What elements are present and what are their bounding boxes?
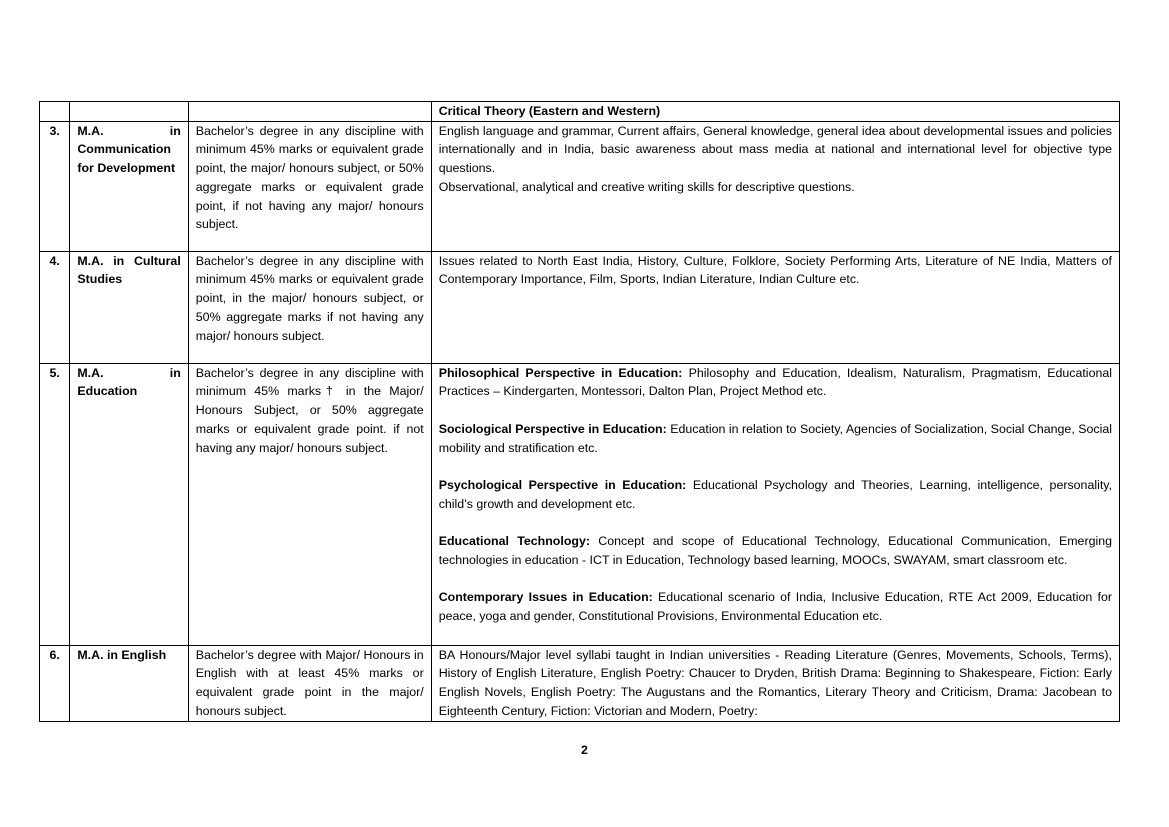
- syllabus-table: [39, 101, 1120, 722]
- syllabus-paragraph: [439, 532, 1112, 569]
- syllabus-paragraph: [439, 588, 1112, 625]
- syllabus-cell: [431, 121, 1119, 251]
- table-row: [40, 363, 1120, 645]
- programme-cell: M.A. in English: [70, 645, 188, 721]
- paragraph-heading: Psychological Perspective in Education:: [438, 477, 687, 492]
- paragraph-text: Education in relation to Society, Agencies of Socialization, Social Change, Social mobility and stratification etc.: [438, 421, 1112, 455]
- syllabus-heading: Critical Theory (Eastern and Western): [438, 104, 661, 118]
- page-number: 2: [581, 743, 588, 757]
- table-row: [40, 121, 1120, 251]
- syllabus-paragraph: BA Honours/Major level syllabi taught in Indian universities - Reading Literature (Genres, Movements, Schools, Terms), History of English Literature, English Poetry: Chaucer to Dryden, British Drama: Beginning to Shakespeare, Fiction: Early English Novels, English Poetry: The Augustans and the Romantics, Literary Theory and Criticism, Drama: Jacobean to Eighteenth Century, Fiction: Victorian and Modern, Poetry:: [438, 647, 1112, 718]
- paragraph-text: Concept and scope of Educational Technology, Educational Communication, Emerging technologies in education - ICT in Education, Technology based learning, MOOCs, SWAYAM, smart classroom etc.: [438, 533, 1112, 567]
- sno-cell: 6.: [40, 645, 70, 721]
- table-row: [40, 645, 1120, 721]
- sno-cell: 5.: [40, 363, 70, 645]
- paragraph-heading: Contemporary Issues in Education:: [438, 590, 653, 605]
- sno-cell: 3.: [40, 121, 70, 251]
- syllabus-paragraph: [439, 420, 1112, 457]
- table-row: [40, 251, 1120, 363]
- syllabus-paragraph: Observational, analytical and creative writing skills for descriptive questions.: [438, 179, 855, 194]
- paragraph-heading: Sociological Perspective in Education:: [438, 421, 667, 436]
- sno-cell: 4.: [40, 251, 70, 363]
- paragraph-text: Educational scenario of India, Inclusive Education, RTE Act 2009, Education for peace, yoga and gender, Constitutional Provisions, Environmental Education etc.: [438, 590, 1112, 623]
- syllabus-cell: [431, 102, 1119, 122]
- paragraph-text: Educational Psychology and Theories, Learning, intelligence, personality, child’s growth and development etc.: [438, 477, 1112, 511]
- syllabus-paragraph: Issues related to North East India, History, Culture, Folklore, Society Performing Arts, Literature of NE India, Matters of Contemporary Importance, Film, Sports, Indian Literature, Indian Culture etc.: [438, 253, 1112, 287]
- syllabus-cell: [431, 251, 1119, 363]
- sno-cell: [40, 102, 70, 122]
- syllabus-paragraph: English language and grammar, Current affairs, General knowledge, general idea about developmental issues and policies internationally and in India, basic awareness about mass media at national and international level for objective type questions.: [438, 123, 1112, 176]
- eligibility-cell: Bachelor’s degree in any discipline with minimum 45% marks or equivalent grade point, in the major/ honours subject, or 50% aggregate marks if not having any major/ honours subject.: [188, 251, 431, 363]
- eligibility-cell: Bachelor’s degree in any discipline with minimum 45% marks or equivalent grade point, the major/ honours subject, or 50% aggregate marks or equivalent grade point, if not having any major/ honours subject.: [188, 121, 431, 251]
- syllabus-cell: [431, 645, 1119, 721]
- eligibility-cell: [188, 102, 431, 122]
- paragraph-text: Philosophy and Education, Idealism, Naturalism, Pragmatism, Educational Practices – Kindergarten, Montessori, Dalton Plan, Project Method etc.: [438, 365, 1112, 399]
- programme-cell: [70, 102, 188, 122]
- eligibility-cell: Bachelor’s degree in any discipline with minimum 45% marks† in the Major/ Honours Subject, or 50% aggregate marks or equivalent grade point. if not having any major/ honours subject.: [188, 363, 431, 645]
- paragraph-heading: Educational Technology:: [438, 533, 590, 548]
- table-row-continuation: [40, 102, 1120, 122]
- programme-cell: M.A. in Education: [70, 363, 188, 645]
- eligibility-cell: Bachelor’s degree with Major/ Honours in English with at least 45% marks or equivalent grade point in the major/ honours subject.: [188, 645, 431, 721]
- programme-cell: M.A. in Communication for Development: [70, 121, 188, 251]
- syllabus-cell: [431, 363, 1119, 645]
- syllabus-paragraph: [439, 364, 1112, 401]
- paragraph-heading: Philosophical Perspective in Education:: [438, 365, 683, 380]
- programme-cell: M.A. in Cultural Studies: [70, 251, 188, 363]
- syllabus-paragraph: [439, 476, 1112, 513]
